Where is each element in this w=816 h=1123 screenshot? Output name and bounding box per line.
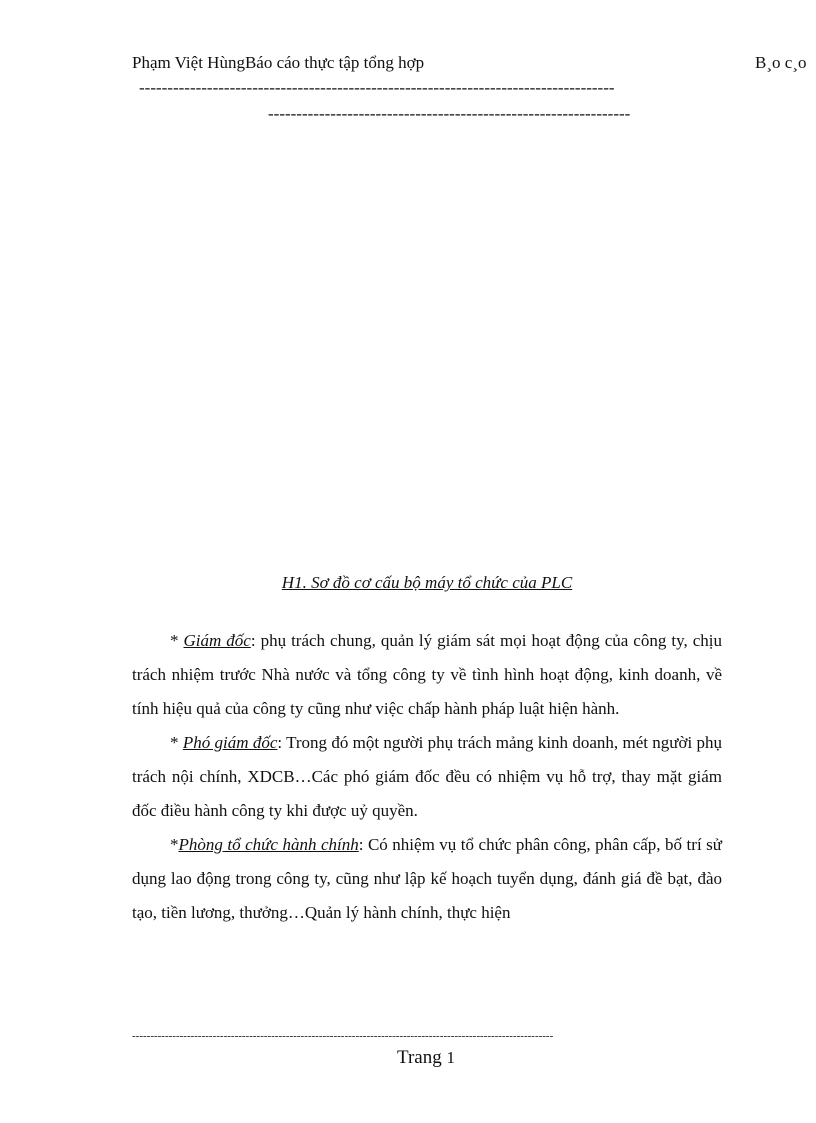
body-text: [132, 624, 722, 930]
paragraph-text: : Trong đó một người phụ trách mảng kinh doanh, mét người phụ trách nội chính, XDCB…Các phó giám đốc đều có nhiệm vụ hỗ trợ, thay mặt giám đốc điều hành công ty khi được uỷ quyền.: [132, 733, 723, 820]
page-label: Trang: [397, 1047, 442, 1068]
page-number: [132, 1047, 720, 1069]
paragraph-text: : phụ trách chung, quản lý giám sát mọi hoạt động của công ty, chịu trách nhiệm trước Nhà nước và tổng công ty về tình hình hoạt động, kinh doanh, về tính hiệu quả của công ty cũng như việc chấp hành pháp luật hiện hành.: [132, 631, 722, 718]
paragraph-text: : Có nhiệm vụ tổ chức phân công, phân cấp, bố trí sử dụng lao động trong công ty, cũng như lập kế hoạch tuyển dụng, đánh giá đề bạt, đào tạo, tiền lương, thưởng…Quản lý hành chính, thực hiện: [132, 835, 722, 922]
page-number-value: 1: [446, 1048, 455, 1067]
paragraph-bullet: *: [170, 631, 184, 650]
figure-caption: H1. Sơ đồ cơ cấu bộ máy tổ chức của PLC: [281, 573, 573, 592]
term-phong-to-chuc: Phòng tổ chức hành chính: [178, 835, 359, 854]
paragraph-bullet: *: [170, 733, 183, 752]
footer-divider: -------------------------------------------------------------------------------------------------------------------: [132, 1030, 554, 1042]
paragraph-pho-giam-doc: [132, 726, 722, 828]
header-divider-short: ----------------------------------------------------------------: [268, 104, 631, 123]
paragraph-phong-to-chuc: [132, 828, 722, 930]
term-giam-doc: Giám đốc: [183, 631, 251, 650]
header-divider: ------------------------------------------------------------------------------------: [139, 78, 615, 97]
header-right-text: B¸o c¸o: [755, 53, 807, 72]
header-title: Phạm Việt HùngBáo cáo thực tập tổng hợp: [132, 53, 425, 72]
paragraph-giam-doc: [132, 624, 722, 726]
term-pho-giam-doc: Phó giám đốc: [182, 733, 278, 752]
paragraph-bullet: *: [170, 835, 179, 854]
